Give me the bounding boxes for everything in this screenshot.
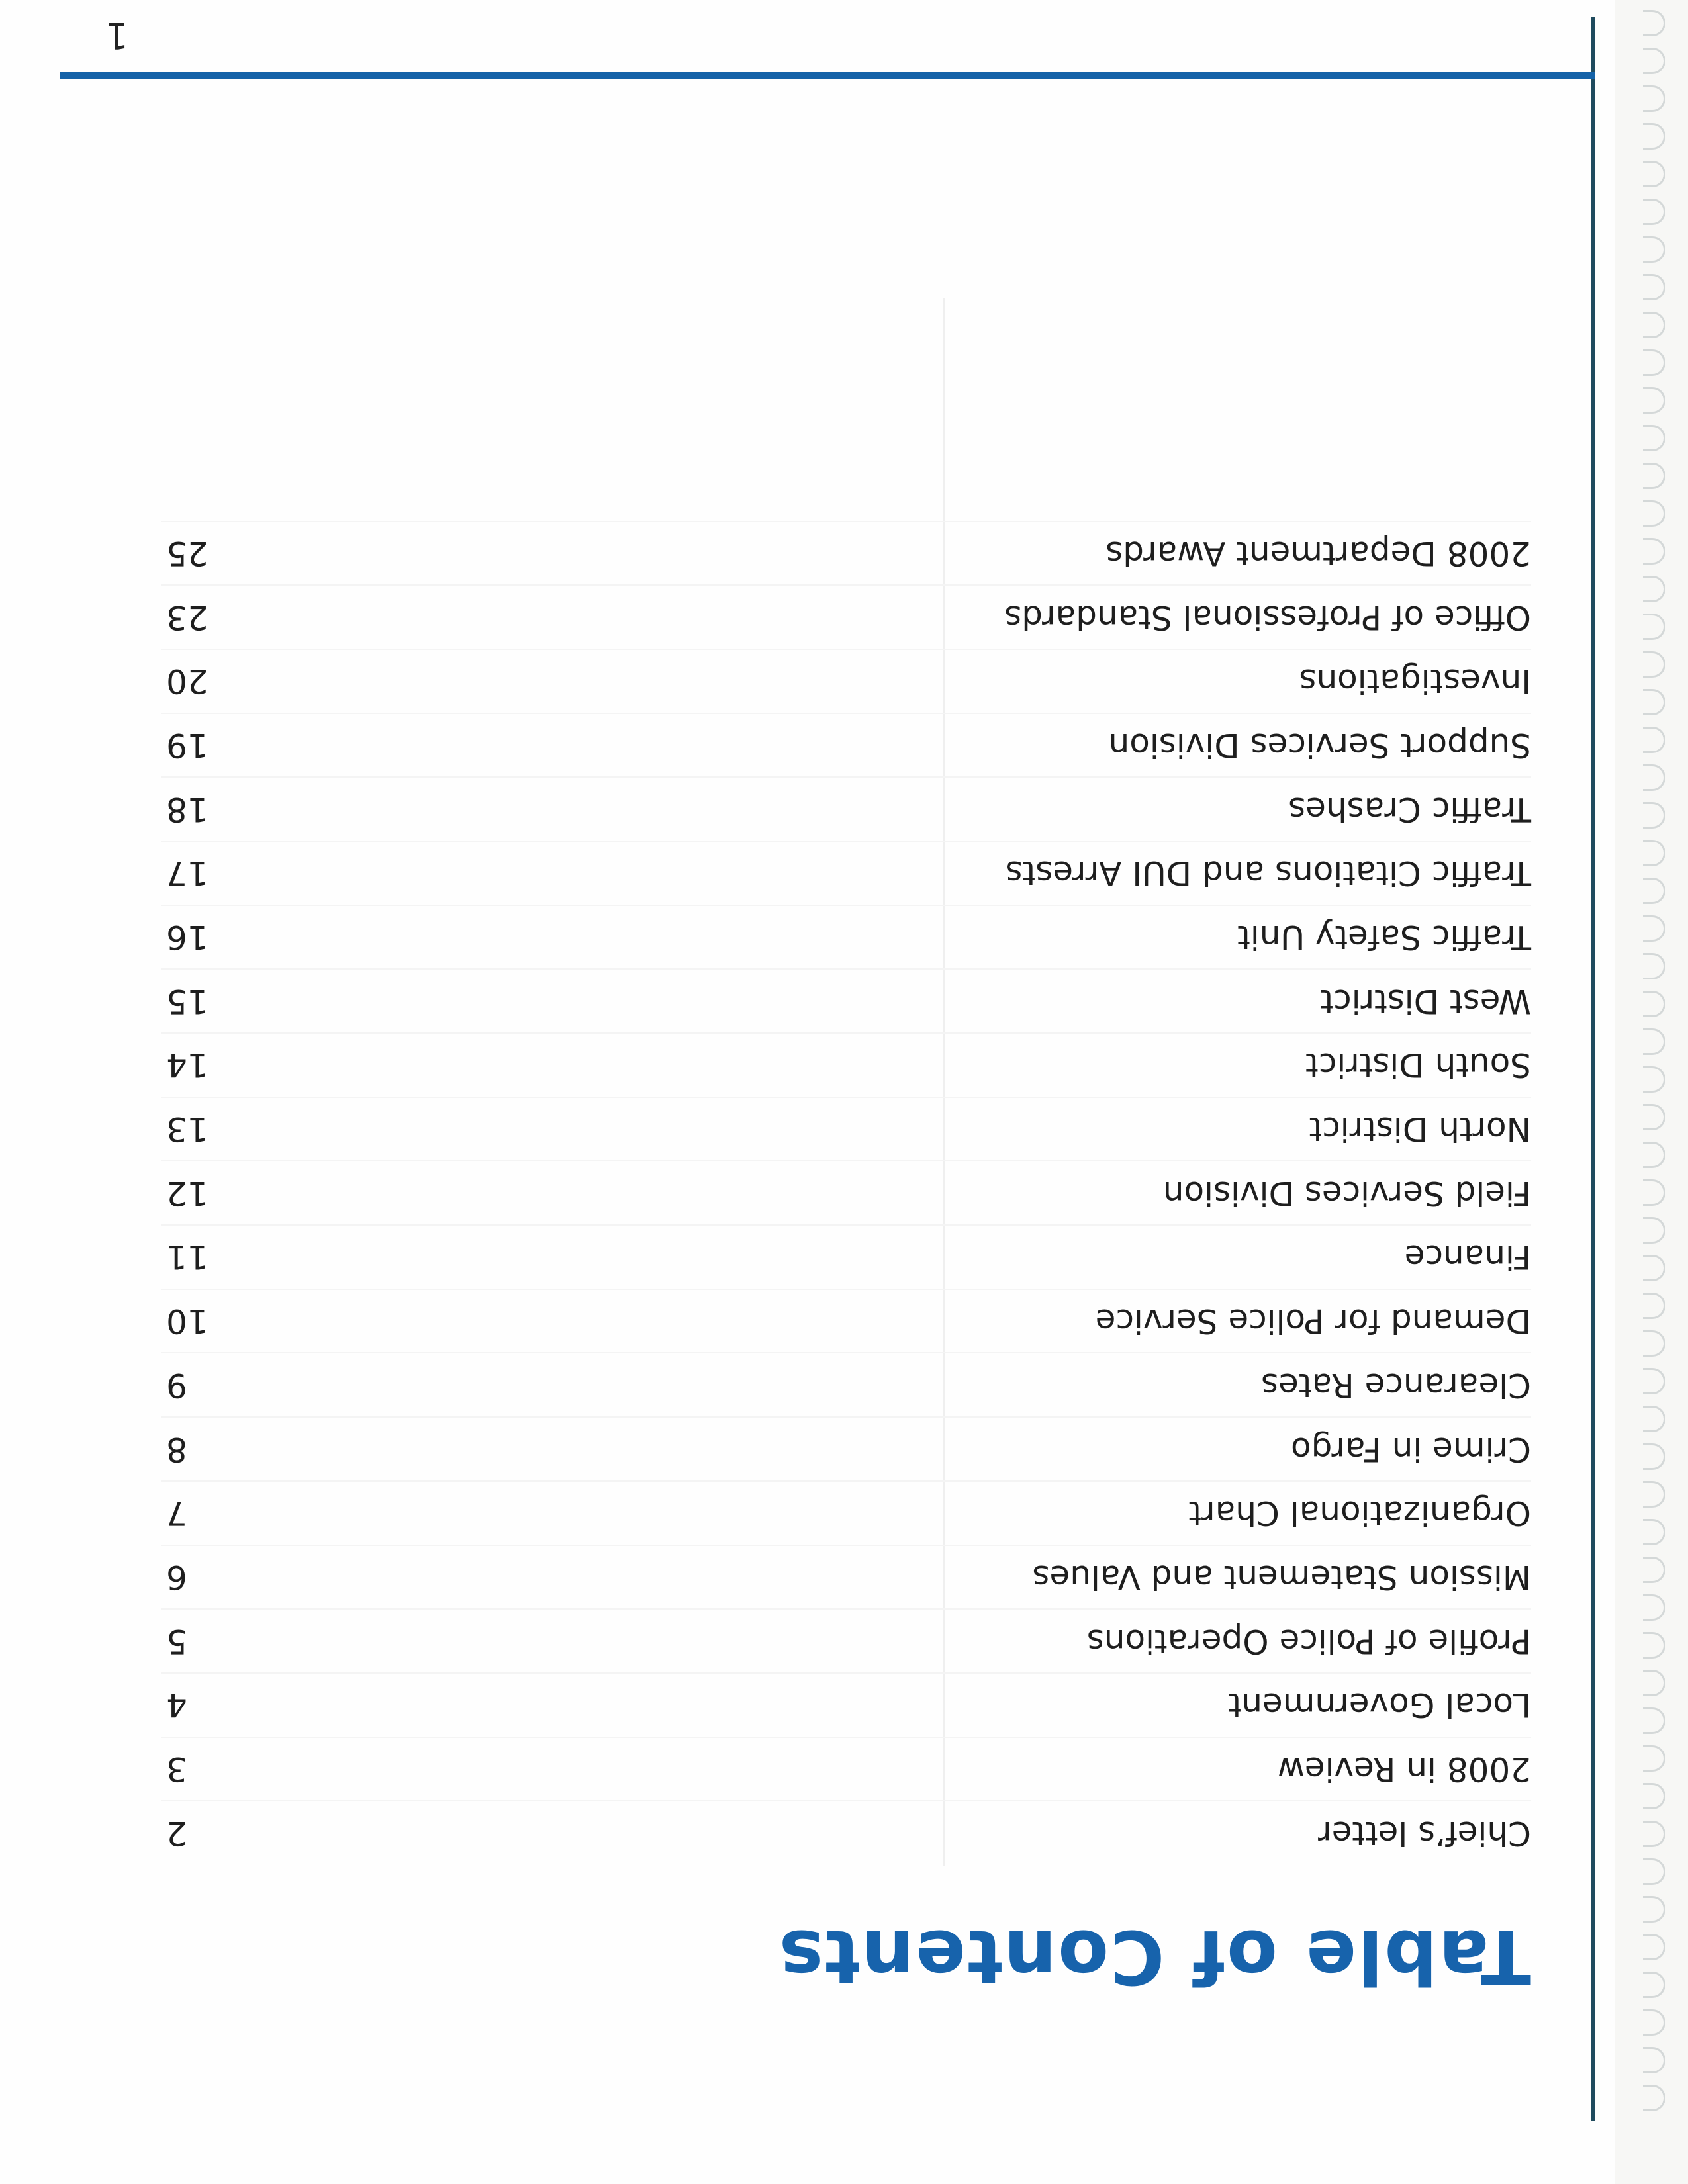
binding-hole — [1643, 463, 1665, 489]
footer-rule — [60, 72, 1595, 79]
toc-entry-crime-in-fargo[interactable] — [161, 1416, 1531, 1480]
binding-hole — [1643, 161, 1665, 187]
toc-entry-page-number: 14 — [166, 1046, 209, 1085]
toc-entry-south-district[interactable] — [161, 1032, 1531, 1097]
spiral-binding-edge — [1615, 0, 1688, 2184]
toc-entry-2008-in-review[interactable] — [161, 1737, 1531, 1801]
binding-hole — [1643, 802, 1665, 829]
binding-hole — [1643, 2047, 1665, 2073]
binding-hole — [1643, 1443, 1665, 1470]
toc-entry-support-services-division[interactable] — [161, 713, 1531, 777]
binding-hole — [1643, 236, 1665, 263]
binding-hole — [1643, 48, 1665, 74]
binding-hole — [1643, 1519, 1665, 1545]
toc-entry-finance[interactable] — [161, 1224, 1531, 1289]
toc-entry-page-number: 18 — [166, 790, 209, 829]
binding-hole — [1643, 10, 1665, 36]
binding-hole — [1643, 1406, 1665, 1432]
toc-entry-label: Profile of Police Operations — [1086, 1621, 1531, 1661]
binding-hole — [1643, 1293, 1665, 1319]
toc-entry-label: Clearance Rates — [1261, 1365, 1531, 1404]
binding-hole — [1643, 764, 1665, 791]
toc-entry-label: Traffic Crashes — [1288, 790, 1531, 829]
binding-hole — [1643, 840, 1665, 866]
binding-hole — [1643, 1821, 1665, 1847]
binding-hole — [1643, 1104, 1665, 1130]
toc-entry-profile-of-police-operations[interactable] — [161, 1608, 1531, 1672]
toc-entry-page-number: 25 — [166, 533, 209, 572]
binding-hole — [1643, 991, 1665, 1017]
toc-entry-page-number: 15 — [166, 981, 209, 1021]
toc-entry-north-district[interactable] — [161, 1097, 1531, 1161]
toc-entry-label: Office of Professional Standards — [1004, 598, 1531, 637]
toc-entry-label: Traffic Safety Unit — [1237, 918, 1531, 957]
binding-hole — [1643, 199, 1665, 225]
toc-entry-page-number: 7 — [166, 1494, 187, 1533]
toc-entry-label: Mission Statement and Values — [1032, 1557, 1531, 1596]
toc-entry-page-number: 5 — [166, 1621, 187, 1661]
binding-hole — [1643, 1481, 1665, 1508]
binding-hole — [1643, 1255, 1665, 1281]
toc-entry-page-number: 23 — [166, 598, 209, 637]
binding-hole — [1643, 1330, 1665, 1357]
toc-entry-office-of-professional-standards[interactable] — [161, 584, 1531, 649]
binding-hole — [1643, 1142, 1665, 1168]
binding-hole — [1643, 1217, 1665, 1244]
toc-entry-page-number: 16 — [166, 918, 209, 957]
toc-entry-label: West District — [1320, 981, 1531, 1021]
toc-entry-label: Support Services Division — [1108, 725, 1531, 764]
page-title: Table of Contents — [777, 1913, 1531, 1999]
toc-entry-page-number: 10 — [166, 1302, 209, 1341]
binding-hole — [1643, 651, 1665, 678]
toc-entry-label: Demand for Police Service — [1095, 1302, 1531, 1341]
binding-hole — [1643, 1858, 1665, 1885]
toc-entry-label: Organizational Chart — [1188, 1494, 1531, 1533]
toc-entry-label: Chief’s letter — [1318, 1813, 1531, 1852]
toc-entry-organizational-chart[interactable] — [161, 1480, 1531, 1545]
binding-hole — [1643, 274, 1665, 300]
toc-entry-label: Traffic Citations and DUI Arrests — [1005, 854, 1531, 893]
toc-entry-page-number: 3 — [166, 1749, 187, 1788]
binding-hole — [1643, 85, 1665, 112]
binding-hole — [1643, 1972, 1665, 1998]
toc-entry-field-services-division[interactable] — [161, 1160, 1531, 1224]
toc-entry-chiefs-letter[interactable] — [161, 1800, 1531, 1864]
page-number: 1 — [105, 15, 128, 56]
toc-entry-page-number: 17 — [166, 854, 209, 893]
toc-entry-page-number: 8 — [166, 1430, 187, 1469]
toc-entry-label: South District — [1305, 1046, 1531, 1085]
toc-entry-page-number: 13 — [166, 1110, 209, 1149]
toc-entry-label: Crime in Fargo — [1290, 1430, 1531, 1469]
binding-hole — [1643, 953, 1665, 979]
binding-hole — [1643, 538, 1665, 565]
toc-entry-page-number: 4 — [166, 1686, 187, 1725]
toc-entry-page-number: 6 — [166, 1557, 187, 1596]
toc-entry-label: Local Government — [1228, 1686, 1531, 1725]
toc-entry-2008-department-awards[interactable] — [161, 521, 1531, 585]
binding-hole — [1643, 1934, 1665, 1960]
toc-list — [161, 521, 1531, 1864]
binding-hole — [1643, 2009, 1665, 2036]
binding-hole — [1643, 915, 1665, 942]
binding-hole — [1643, 349, 1665, 376]
toc-entry-west-district[interactable] — [161, 968, 1531, 1032]
binding-hole — [1643, 1670, 1665, 1696]
toc-entry-page-number: 20 — [166, 662, 209, 701]
binding-hole — [1643, 500, 1665, 527]
toc-entry-demand-for-police-service[interactable] — [161, 1289, 1531, 1353]
toc-entry-page-number: 12 — [166, 1173, 209, 1212]
toc-entry-label: Finance — [1404, 1238, 1531, 1277]
binding-hole — [1643, 123, 1665, 150]
binding-hole — [1643, 576, 1665, 602]
toc-entry-label: North District — [1309, 1110, 1531, 1149]
toc-entry-traffic-safety-unit[interactable] — [161, 905, 1531, 969]
binding-hole — [1643, 1028, 1665, 1055]
toc-entry-label: Investigations — [1299, 662, 1531, 701]
binding-hole — [1643, 312, 1665, 338]
binding-hole — [1643, 1594, 1665, 1621]
binding-hole — [1643, 1368, 1665, 1394]
binding-hole — [1643, 727, 1665, 753]
binding-hole — [1643, 1896, 1665, 1923]
toc-entry-page-number: 11 — [166, 1238, 209, 1277]
toc-entry-investigations[interactable] — [161, 649, 1531, 713]
binding-hole — [1643, 689, 1665, 715]
binding-hole — [1643, 1066, 1665, 1093]
toc-entry-label: Field Services Division — [1162, 1173, 1531, 1212]
binding-hole — [1643, 614, 1665, 640]
binding-hole — [1643, 2085, 1665, 2111]
toc-entry-clearance-rates[interactable] — [161, 1353, 1531, 1417]
binding-hole — [1643, 1783, 1665, 1809]
toc-entry-mission-statement-and-values[interactable] — [161, 1545, 1531, 1609]
binding-hole — [1643, 1179, 1665, 1206]
binding-hole — [1643, 878, 1665, 904]
toc-entry-label: 2008 in Review — [1277, 1749, 1531, 1788]
toc-entry-traffic-citations-and-dui-arrests[interactable] — [161, 841, 1531, 905]
toc-entry-page-number: 19 — [166, 725, 209, 764]
toc-entry-local-government[interactable] — [161, 1672, 1531, 1737]
binding-hole — [1643, 425, 1665, 451]
binding-hole — [1643, 1557, 1665, 1583]
binding-hole — [1643, 387, 1665, 414]
binding-rule — [1591, 17, 1595, 2121]
binding-hole — [1643, 1745, 1665, 1772]
toc-entry-page-number: 2 — [166, 1813, 187, 1852]
toc-entry-traffic-crashes[interactable] — [161, 776, 1531, 841]
binding-hole — [1643, 1707, 1665, 1734]
binding-hole — [1643, 1632, 1665, 1659]
toc-entry-label: 2008 Department Awards — [1105, 533, 1531, 572]
toc-entry-page-number: 9 — [166, 1365, 187, 1404]
